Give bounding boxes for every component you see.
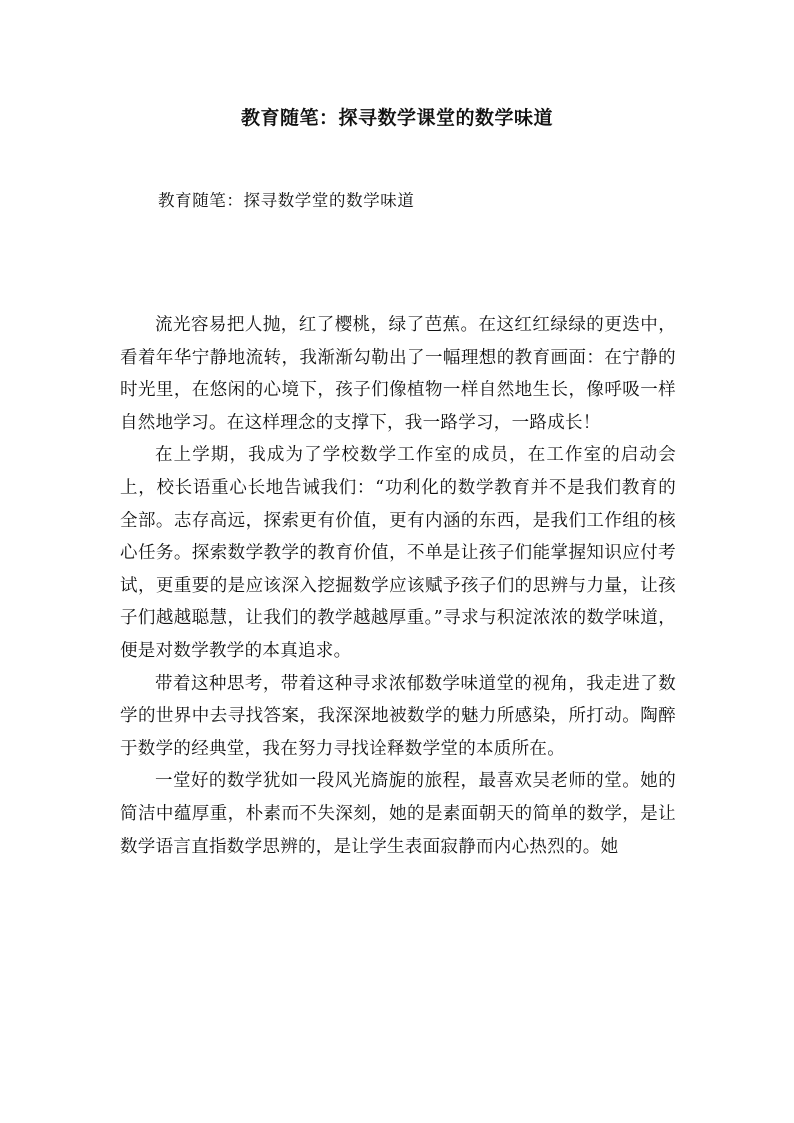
paragraph-4: 一堂好的数学犹如一段风光旖旎的旅程，最喜欢吴老师的堂。她的简洁中蕴厚重，朴素而不失深刻，她的是素面朝天的简单的数学，是让数学语言直指数学思辨的，是让学生表面寂静而内心热烈的。她 — [120, 771, 676, 857]
paragraph-3: 带着这种思考，带着这种寻求浓郁数学味道堂的视角，我走进了数学的世界中去寻找答案，我深深地被数学的魅力所感染，所打动。陶醉于数学的经典堂，我在努力寻找诠释数学堂的本质所在。 — [120, 673, 676, 759]
document-body — [120, 309, 676, 863]
document-title: 教育随笔：探寻数学课堂的数学味道 — [240, 107, 553, 129]
document-subtitle: 教育随笔：探寻数学堂的数学味道 — [158, 191, 415, 210]
paragraph-1: 流光容易把人抛，红了樱桃，绿了芭蕉。在这红红绿绿的更迭中，看着年华宁静地流转，我渐渐勾勒出了一幅理想的教育画面：在宁静的时光里，在悠闲的心境下，孩子们像植物一样自然地生长，像呼吸一样自然地学习。在这样理念的支撑下，我一路学习，一路成长！ — [120, 315, 676, 433]
paragraph-2: 在上学期，我成为了学校数学工作室的成员，在工作室的启动会上，校长语重心长地告诫我们：“功利化的数学教育并不是我们教育的全部。志存高远，探索更有价值，更有内涵的东西，是我们工作组的核心任务。探索数学教学的教育价值，不单是让孩子们能掌握知识应付考试，更重要的是应该深入挖掘数学应该赋予孩子们的思辨与力量，让孩子们越越聪慧，让我们的教学越越厚重。”寻求与积淀浓浓的数学味道，便是对数学教学的本真追求。 — [120, 445, 676, 661]
